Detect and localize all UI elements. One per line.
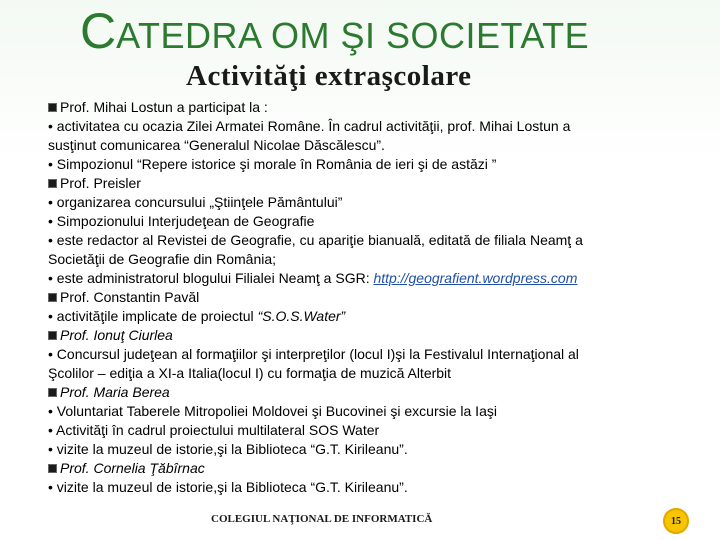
section-heading-paval xyxy=(48,288,716,307)
text-line: Prof. Mihai Lostun a participat la : xyxy=(60,99,268,115)
blog-link[interactable]: http://geografient.wordpress.com xyxy=(373,270,578,286)
square-bullet-icon xyxy=(48,179,57,188)
square-bullet-icon xyxy=(48,331,57,340)
text-line: • Activităţi în cadrul proiectului multilateral SOS Water xyxy=(48,422,380,438)
square-bullet-icon xyxy=(48,464,57,473)
text-line: Societăţii de Geografie din România; xyxy=(48,251,277,267)
text-line-project xyxy=(48,307,716,326)
project-name: “S.O.S.Water” xyxy=(257,308,346,324)
text-line: • activitatea cu ocazia Zilei Armatei Române. În cadrul activităţii, prof. Mihai Lostun a xyxy=(48,118,571,134)
text-line: Şcolilor – ediţia a XI-a Italia(locul I) cu formaţia de muzică Alterbit xyxy=(48,365,452,381)
text-line: • Voluntariat Taberele Mitropoliei Moldovei şi Bucovinei şi excursie la Iaşi xyxy=(48,403,497,419)
text-line: • vizite la muzeul de istorie,şi la Biblioteca “G.T. Kirileanu”. xyxy=(48,441,408,457)
text-line: Prof. Maria Berea xyxy=(60,384,170,400)
title-rest: ATEDRA OM ŞI SOCIETATE xyxy=(116,15,590,56)
text-line: Prof. Cornelia Ţăbîrnac xyxy=(60,460,205,476)
page-number-badge: 15 xyxy=(663,508,689,534)
section-heading-preisler xyxy=(48,174,716,193)
text-line: • este redactor al Revistei de Geografie, cu apariţie bianuală, editată de filiala Neamţ a xyxy=(48,232,583,248)
text-line: • organizarea concursului „Ştiinţele Pământului” xyxy=(48,194,343,210)
slide-content xyxy=(48,98,716,497)
text-line: • Simpozionul “Repere istorice şi morale în România de ieri şi de astăzi ” xyxy=(48,156,497,172)
text-line: Prof. Ionuţ Ciurlea xyxy=(60,327,173,343)
section-heading-tabirnac xyxy=(48,459,716,478)
footer-institution: COLEGIUL NAŢIONAL DE INFORMATICĂ xyxy=(211,513,433,525)
section-heading-lostun xyxy=(48,98,716,117)
text-line: • Concursul judeţean al formaţiilor şi interpreţilor (locul I)şi la Festivalul Internaţional al xyxy=(48,346,579,362)
text-line: • activităţile implicate de proiectul xyxy=(48,308,258,324)
slide-title xyxy=(80,3,720,59)
square-bullet-icon xyxy=(48,103,57,112)
section-heading-berea xyxy=(48,383,716,402)
title-initial: C xyxy=(80,3,117,59)
text-line: • este administratorul blogului Filialei Neamţ a SGR: xyxy=(48,270,374,286)
text-line: susţinut comunicarea “Generalul Nicolae Dăscălescu”. xyxy=(48,137,385,153)
square-bullet-icon xyxy=(48,293,57,302)
section-heading-ciurlea xyxy=(48,326,716,345)
slide-subtitle: Activităţi extraşcolare xyxy=(186,60,472,92)
text-line: • vizite la muzeul de istorie,şi la Biblioteca “G.T. Kirileanu”. xyxy=(48,479,408,495)
text-line: Prof. Constantin Pavăl xyxy=(60,289,200,305)
text-line: Prof. Preisler xyxy=(60,175,141,191)
text-line-blog xyxy=(48,269,716,288)
text-line: • Simpozionului Interjudeţean de Geografie xyxy=(48,213,315,229)
square-bullet-icon xyxy=(48,388,57,397)
